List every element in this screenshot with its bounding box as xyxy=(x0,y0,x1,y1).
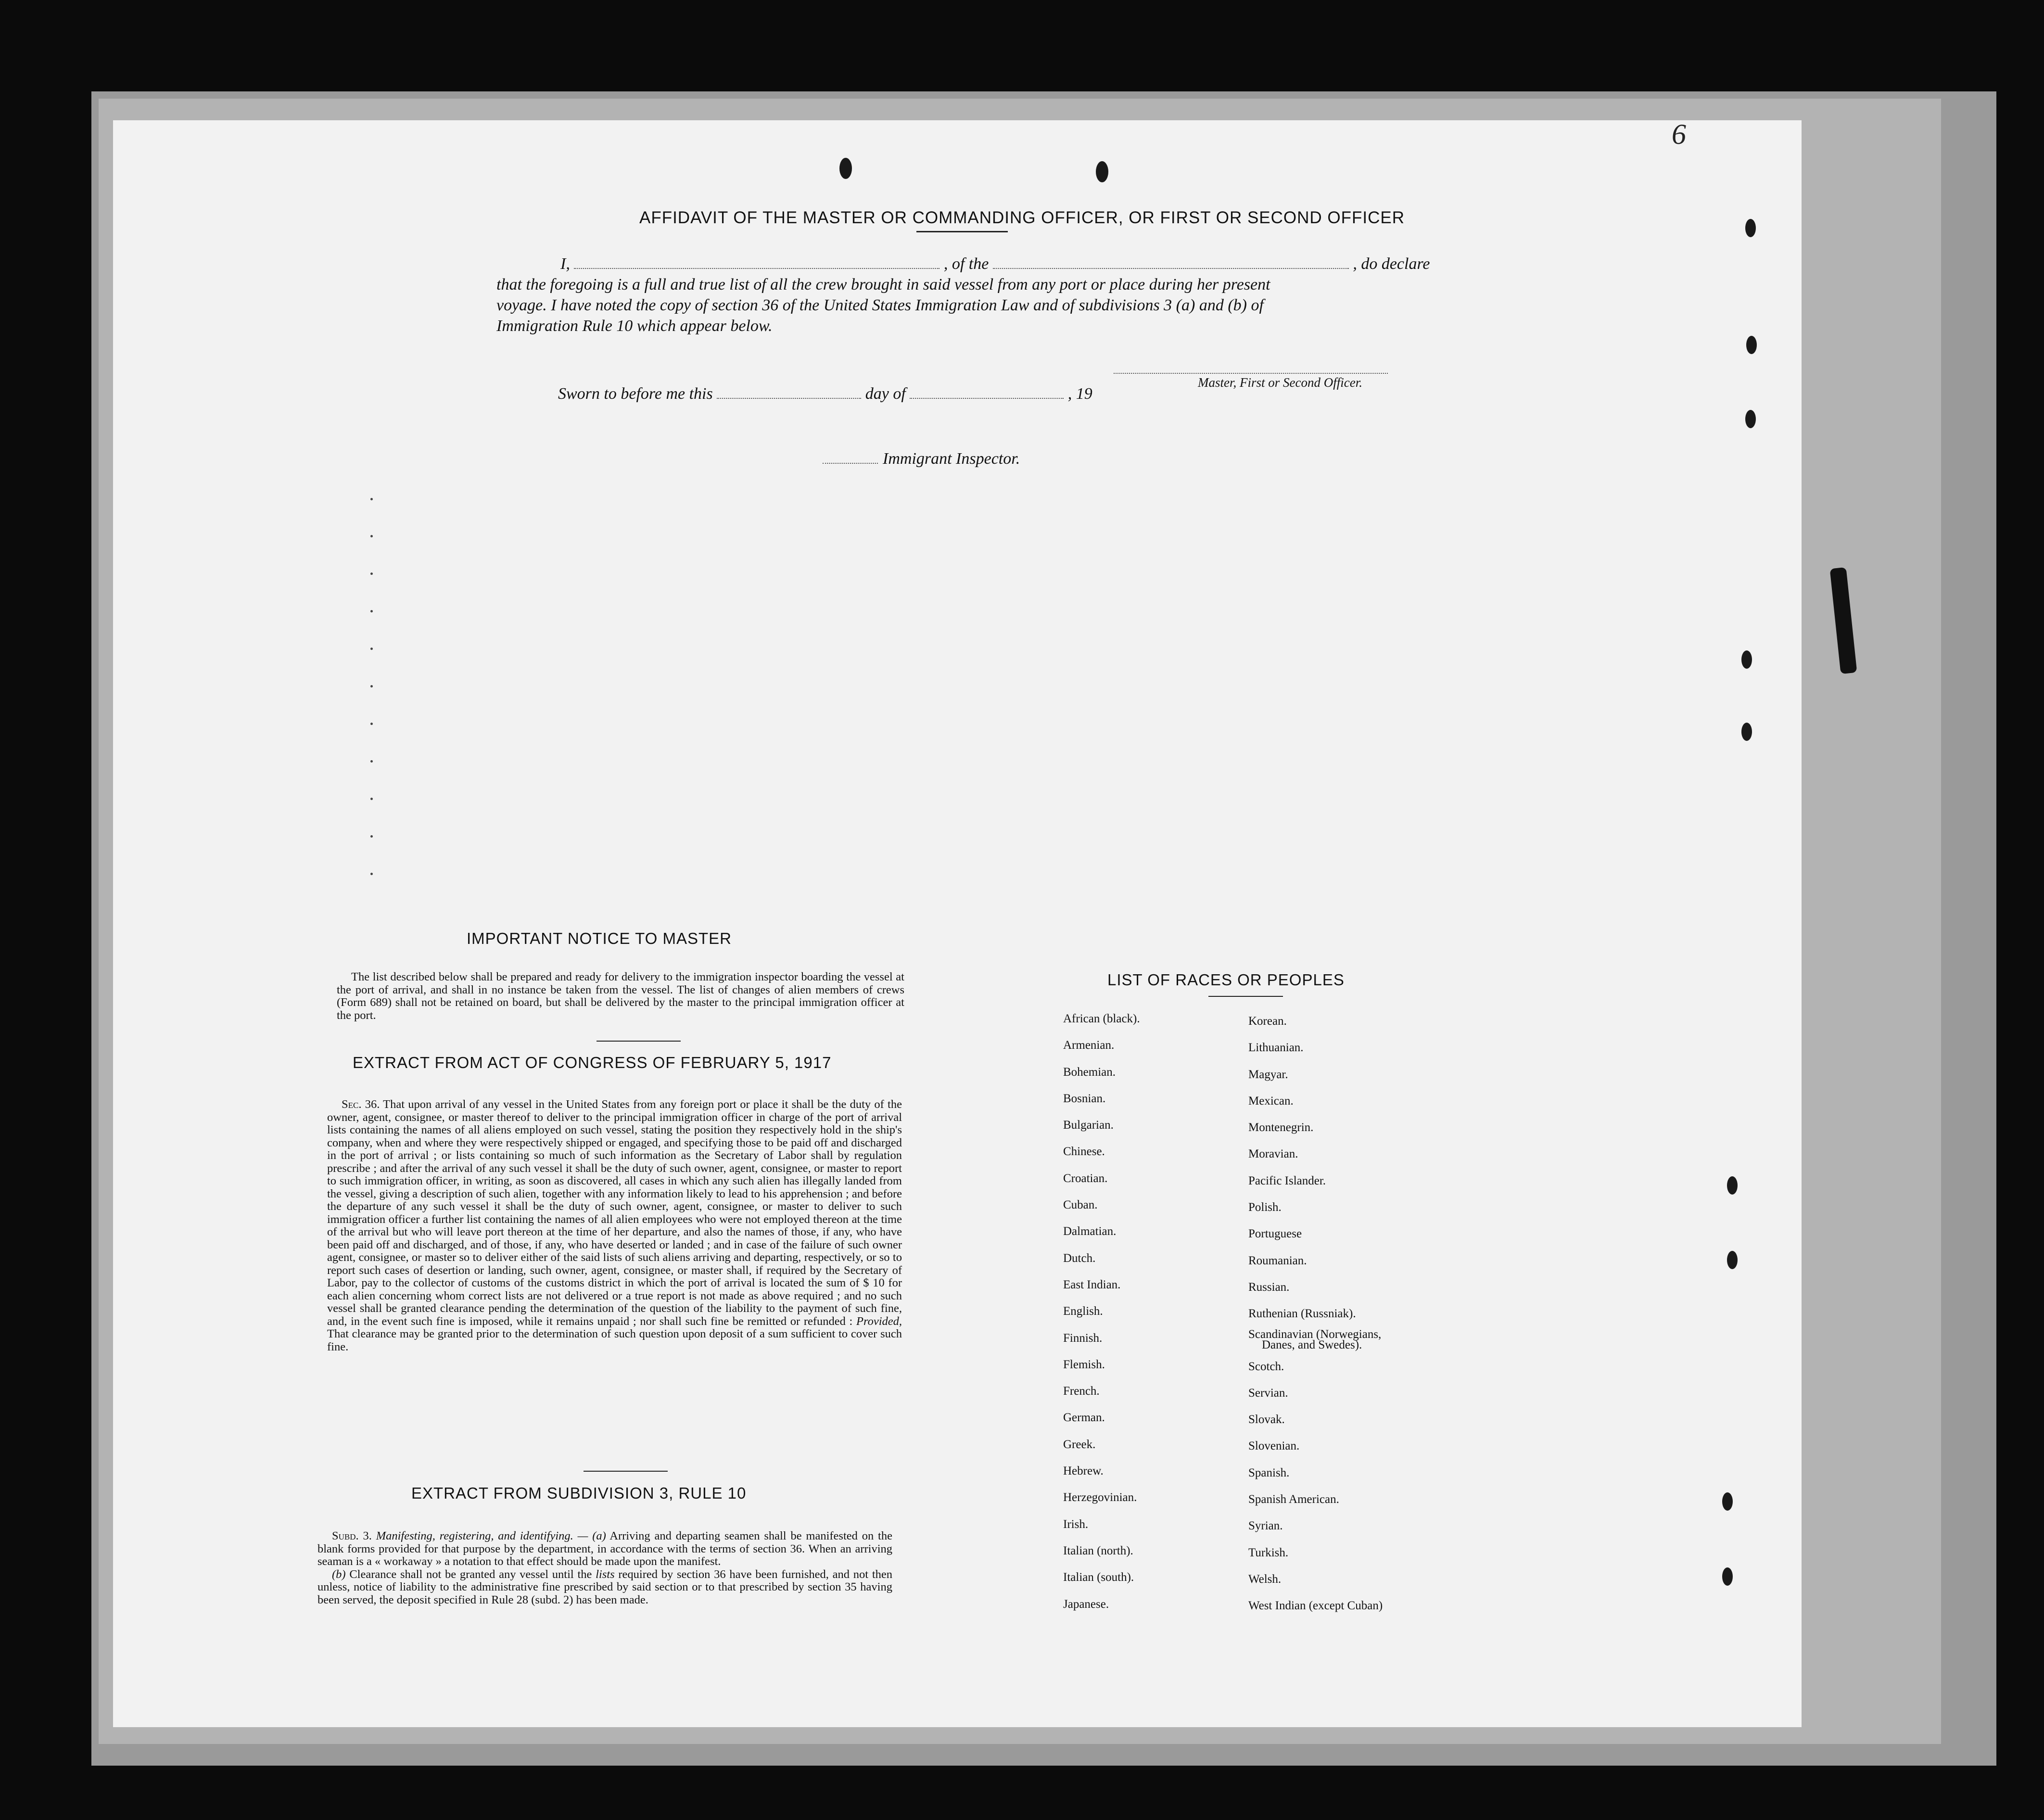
inspector-signature-line[interactable] xyxy=(823,463,878,464)
race-item: Finnish. xyxy=(1063,1331,1103,1345)
race-item: Italian (south). xyxy=(1063,1571,1134,1584)
race-item: Cuban. xyxy=(1063,1198,1098,1212)
race-item: Herzegovinian. xyxy=(1063,1491,1137,1504)
subd-b-text-1: Clearance shall not be granted any vessel until the xyxy=(349,1567,592,1581)
race-item: Spanish. xyxy=(1248,1466,1290,1479)
sworn-day-blank[interactable] xyxy=(717,398,861,399)
races-right-column xyxy=(1248,1008,1383,1619)
affidavit-first-line xyxy=(560,255,1430,273)
notice-title: IMPORTANT NOTICE TO MASTER xyxy=(467,929,732,947)
race-item-line: Scandinavian (Norwegians, Danes, and Swedes). xyxy=(1248,1327,1382,1351)
margin-dot xyxy=(370,798,373,800)
act-section-label: Sec. 36. xyxy=(342,1098,380,1111)
race-item: Turkish. xyxy=(1248,1546,1289,1559)
do-declare-label: , do declare xyxy=(1353,255,1430,273)
margin-dot xyxy=(370,573,373,575)
race-item: Flemish. xyxy=(1063,1358,1105,1371)
punch-hole xyxy=(1722,1567,1733,1586)
act-body: That upon arrival of any vessel in the United States from any foreign port or place it shall be the duty of the owner, agent, consignee, or master thereof to deliver to the principal immigration officer in charge of the port of arrival lists containing the names of all aliens employed on such vessel, stating the position they respectively hold in the ship's company, when and where they were respectively shipped or engaged, and specifying those to be paid off and discharged in the port of arrival ; or lists containing so much of such information as the Secretary of Labor shall by regulation prescribe ; and after the arrival of any such vessel it shall be the duty of such owner, agent, consignee, or master to report to such immigration officer, in writing, as soon as discovered, all cases in which any such alien has illegally landed from the vessel, giving a description of such alien, together with any information likely to lead to his apprehension ; and before the departure of any such vessel it shall be the duty of such owner, agent, consignee, or master to deliver to such immigration officer a further list containing the names of all alien employees who were not employed thereon at the time of the arrival but who will leave port thereon at the time of her departure, and also the names of those, if any, who have been paid off and discharged, and of those, if any, who have deserted or landed ; and in case of the failure of such owner agent, consignee, or master so to deliver either of the said lists of such aliens arriving and departing, respectively, or so to report such cases of desertion or landing, such owner, agent, consignee, or master shall, if required by the Secretary of Labor, pay to the collector of customs of the customs district in which the port of arrival is located the sum of $ 10 for each alien concerning whom correct lists are not delivered or a true report is not made as above required ; and no such vessel shall be granted clearance pending the determination of the question of the liability to the payment of such fine, and, in the event such fine is imposed, while it remains unpaid ; nor shall such fine be remitted or refunded : xyxy=(327,1098,902,1328)
race-item: Dutch. xyxy=(1063,1251,1096,1265)
margin-dot xyxy=(370,760,373,763)
races-underline xyxy=(1208,996,1283,997)
race-item: Ruthenian (Russniak). xyxy=(1248,1307,1356,1321)
race-item: Portuguese xyxy=(1248,1227,1302,1241)
subd-label: Subd. 3. xyxy=(332,1529,372,1542)
name-blank[interactable] xyxy=(574,268,939,269)
notice-text: The list described below shall be prepared and ready for delivery to the immigration inspector boarding the vessel at the port of arrival, and shall in no instance be taken from the vessel. The list of changes of alien members of crews (Form 689) shall not be retained on board, but shall be delivered by the master to the principal immigration officer at the port. xyxy=(337,970,904,1022)
rule-title: EXTRACT FROM SUBDIVISION 3, RULE 10 xyxy=(411,1484,747,1502)
margin-dot xyxy=(370,648,373,650)
subd-b-lists: lists xyxy=(596,1567,615,1581)
race-item: Greek. xyxy=(1063,1438,1096,1451)
inspector-caption: Immigrant Inspector. xyxy=(883,450,1020,468)
margin-dot xyxy=(370,835,373,838)
corner-mark: 6 xyxy=(1672,118,1686,150)
race-item: Syrian. xyxy=(1248,1519,1283,1533)
race-item: Spanish American. xyxy=(1248,1493,1339,1506)
race-item: Hebrew. xyxy=(1063,1464,1104,1478)
margin-dot xyxy=(370,610,373,612)
punch-hole xyxy=(1741,650,1752,669)
sworn-prefix: Sworn to before me this xyxy=(558,385,713,403)
punch-hole xyxy=(1727,1176,1738,1195)
race-item: Bohemian. xyxy=(1063,1065,1116,1079)
punch-hole xyxy=(839,158,852,179)
race-item: Armenian. xyxy=(1063,1039,1115,1052)
race-item: Montenegrin. xyxy=(1248,1121,1314,1134)
of-the-label: , of the xyxy=(943,255,989,273)
races-left-column xyxy=(1063,1005,1140,1617)
affidavit-line-2: voyage. I have noted the copy of section 36 of the United States Immigration Law and of subdivisions 3 (a) and (b) of xyxy=(496,296,1264,314)
margin-dot xyxy=(370,723,373,725)
race-item: Slovak. xyxy=(1248,1413,1285,1426)
race-item: Magyar. xyxy=(1248,1068,1288,1081)
day-of-label: day of xyxy=(865,385,906,403)
margin-dot xyxy=(370,535,373,537)
race-item: Dalmatian. xyxy=(1063,1225,1117,1238)
rule-text xyxy=(317,1530,892,1606)
affidavit-line-1: that the foregoing is a full and true list of all the crew brought in said vessel from any port or place during her present xyxy=(496,276,1270,293)
punch-hole xyxy=(1727,1251,1738,1269)
race-item: African (black). xyxy=(1063,1012,1140,1025)
punch-hole xyxy=(1746,336,1757,354)
race-item: Welsh. xyxy=(1248,1572,1282,1586)
race-item: Pacific Islander. xyxy=(1248,1174,1326,1187)
race-item: Slovenian. xyxy=(1248,1439,1300,1453)
subd-b-text-2: required by section 36 have been furnished, and not then unless, notice of liability to the administrative fine prescribed by said section or to that prescribed by section 35 having been served, the deposit specified in Rule 28 (subd. 2) has been made. xyxy=(317,1567,892,1606)
subd-a-label: — (a) xyxy=(577,1529,606,1542)
act-provided-label: Provided, xyxy=(856,1314,902,1328)
i-label: I, xyxy=(560,255,570,273)
race-item: Korean. xyxy=(1248,1015,1287,1028)
margin-dot xyxy=(370,498,373,500)
divider xyxy=(584,1471,668,1472)
race-item: Mexican. xyxy=(1248,1094,1294,1107)
races-title: LIST OF RACES OR PEOPLES xyxy=(1107,971,1345,989)
race-item: Bulgarian. xyxy=(1063,1119,1114,1132)
race-item: Croatian. xyxy=(1063,1171,1108,1185)
margin-dot xyxy=(370,873,373,875)
act-text xyxy=(327,1098,902,1353)
margin-dot xyxy=(370,685,373,687)
race-item: French. xyxy=(1063,1385,1100,1398)
punch-hole xyxy=(1722,1492,1733,1511)
document-page xyxy=(113,120,1802,1727)
race-item xyxy=(1248,1327,1383,1353)
sworn-line xyxy=(558,385,1092,403)
subd-heading: Manifesting, registering, and identifying. xyxy=(376,1529,573,1542)
race-item: Servian. xyxy=(1248,1386,1288,1400)
race-item: Roumanian. xyxy=(1248,1254,1307,1267)
race-item: Bosnian. xyxy=(1063,1092,1106,1105)
race-item: Chinese. xyxy=(1063,1145,1105,1158)
race-item: Scotch. xyxy=(1248,1360,1284,1373)
race-item: Russian. xyxy=(1248,1280,1290,1294)
act-provided-text: That clearance may be granted prior to the determination of such question upon deposit of a sum sufficient to cover such fine. xyxy=(327,1327,902,1353)
race-item: German. xyxy=(1063,1411,1105,1425)
race-item: Japanese. xyxy=(1063,1597,1109,1611)
divider xyxy=(597,1041,681,1042)
race-item: Polish. xyxy=(1248,1201,1282,1214)
race-item: Irish. xyxy=(1063,1517,1089,1531)
sworn-month-blank[interactable] xyxy=(910,398,1064,399)
vessel-blank[interactable] xyxy=(993,268,1349,269)
race-item: Moravian. xyxy=(1248,1147,1298,1161)
race-item: West Indian (except Cuban) xyxy=(1248,1599,1383,1613)
punch-hole xyxy=(1741,723,1752,741)
affidavit-line-3: Immigration Rule 10 which appear below. xyxy=(496,317,773,335)
signature-line[interactable] xyxy=(1114,373,1388,374)
race-item: East Indian. xyxy=(1063,1278,1121,1291)
signature-caption: Master, First or Second Officer. xyxy=(1198,375,1362,390)
affidavit-title: AFFIDAVIT OF THE MASTER OR COMMANDING OFFICER, OR FIRST OR SECOND OFFICER xyxy=(639,208,1405,227)
race-item: Lithuanian. xyxy=(1248,1041,1304,1055)
punch-hole xyxy=(1745,410,1756,428)
race-item: Italian (north). xyxy=(1063,1544,1133,1557)
year-prefix: , 19 xyxy=(1067,385,1092,403)
race-item: English. xyxy=(1063,1305,1103,1318)
act-title: EXTRACT FROM ACT OF CONGRESS OF FEBRUARY 5, 1917 xyxy=(353,1054,832,1071)
subd-b-label: (b) xyxy=(332,1567,346,1581)
subd-a-text: Arriving and departing seamen shall be manifested on the blank forms provided for that purpose by the department, in accordance with the terms of section 36. When an arriving seaman is a « workaway » a notation to that effect should be made upon the manifest. xyxy=(317,1529,892,1568)
title-underline xyxy=(916,231,1008,232)
punch-hole xyxy=(1096,161,1108,182)
